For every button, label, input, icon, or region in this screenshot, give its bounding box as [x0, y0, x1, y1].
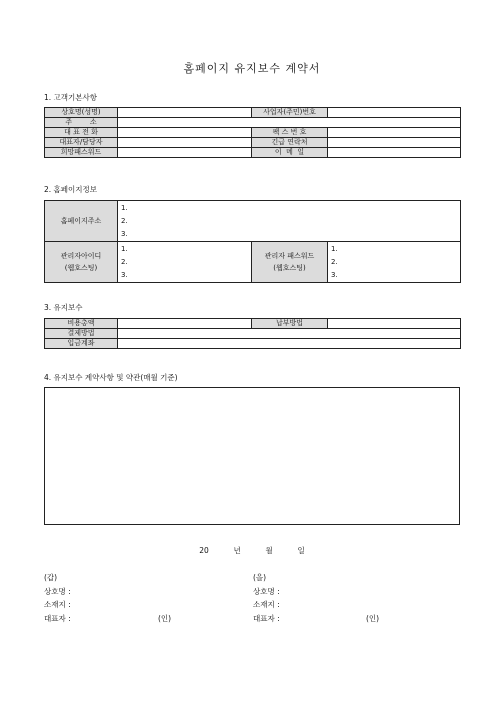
customer-info-table: [44, 107, 461, 158]
list-item: 2.: [121, 216, 128, 225]
party-b-company: 상호명 :: [253, 586, 280, 596]
maintenance-table: [44, 318, 461, 349]
emergency-contact-field[interactable]: [328, 138, 461, 148]
party-b-address: 소재지 :: [253, 600, 280, 609]
list-item: 2.: [121, 257, 128, 266]
table-row: [45, 339, 461, 349]
table-row: [45, 329, 461, 339]
homepage-info-table: [44, 200, 461, 283]
party-b-tag: (을): [253, 573, 267, 582]
admin-id-label: [45, 242, 118, 283]
party-a-representative: [44, 612, 214, 626]
table-row: [45, 242, 461, 283]
business-number-field[interactable]: [328, 108, 461, 118]
password-label: 희망패스워드: [45, 148, 118, 158]
address-label: 주 소: [45, 118, 118, 128]
total-cost-label: 비용총액: [45, 319, 118, 329]
table-row: [45, 138, 461, 148]
list-item: 2.: [331, 257, 338, 266]
table-row: [45, 118, 461, 128]
company-name-field[interactable]: [118, 108, 252, 118]
list-item: 3.: [121, 229, 128, 238]
table-row: [45, 108, 461, 118]
list-item: 3.: [331, 270, 338, 279]
email-field[interactable]: [328, 148, 461, 158]
section3-heading: 3. 유지보수: [44, 303, 83, 312]
party-b-block: [253, 571, 433, 625]
deposit-account-label: 입금계좌: [45, 339, 118, 349]
admin-id-subtitle: (웹호스팅): [64, 264, 98, 272]
party-b-seal: (인): [366, 613, 380, 623]
homepage-url-label: 홈페이지주소: [45, 201, 118, 242]
admin-password-title: 관리자 패스워드: [264, 252, 315, 260]
party-a-rep-label: 대표자 :: [44, 613, 71, 623]
document-title: 홈페이지 유지보수 계약서: [183, 62, 321, 75]
party-a-seal: (인): [158, 613, 172, 623]
fax-field[interactable]: [328, 128, 461, 138]
terms-box[interactable]: [44, 387, 460, 525]
party-a-block: [44, 571, 214, 625]
party-b-rep-label: 대표자 :: [253, 613, 280, 623]
list-item: 1.: [331, 244, 338, 253]
representative-field[interactable]: [118, 138, 252, 148]
admin-id-title: 관리자아이디: [60, 252, 102, 260]
billing-method-field[interactable]: [118, 329, 461, 339]
payment-method-label: 납부방법: [252, 319, 328, 329]
homepage-url-field[interactable]: [118, 201, 461, 242]
deposit-account-field[interactable]: [118, 339, 461, 349]
party-b-representative: [253, 612, 433, 626]
admin-password-field[interactable]: [328, 242, 461, 283]
list-item: 3.: [121, 270, 128, 279]
password-field[interactable]: [118, 148, 252, 158]
table-row: [45, 148, 461, 158]
company-name-label: 상호명(성명): [45, 108, 118, 118]
admin-password-subtitle: (웹호스팅): [273, 264, 306, 272]
billing-method-label: 결제방법: [45, 329, 118, 339]
party-a-tag: (갑): [44, 573, 58, 582]
business-number-label: 사업자(주민)번호: [252, 108, 328, 118]
table-row: [45, 128, 461, 138]
payment-method-field[interactable]: [328, 319, 461, 329]
emergency-contact-label: 긴급 연락처: [252, 138, 328, 148]
admin-id-field[interactable]: [118, 242, 252, 283]
address-field[interactable]: [118, 118, 461, 128]
representative-label: 대표자/담당자: [45, 138, 118, 148]
list-item: 1.: [121, 244, 128, 253]
admin-password-label: [252, 242, 328, 283]
table-row: [45, 201, 461, 242]
email-label: 이 메 일: [252, 148, 328, 158]
party-a-company: 상호명 :: [44, 586, 71, 596]
table-row: [45, 319, 461, 329]
list-item: 1.: [121, 203, 128, 212]
section2-heading: 2. 홈페이지정보: [44, 185, 98, 194]
main-phone-field[interactable]: [118, 128, 252, 138]
main-phone-label: 대 표 전 화: [45, 128, 118, 138]
total-cost-field[interactable]: [118, 319, 252, 329]
fax-label: 팩 스 번 호: [252, 128, 328, 138]
contract-date: 20 년 월 일: [199, 546, 305, 555]
section4-heading: 4. 유지보수 계약사항 및 약관(매월 기준): [44, 373, 178, 382]
party-a-address: 소재지 :: [44, 600, 71, 609]
section1-heading: 1. 고객기본사항: [44, 93, 98, 102]
